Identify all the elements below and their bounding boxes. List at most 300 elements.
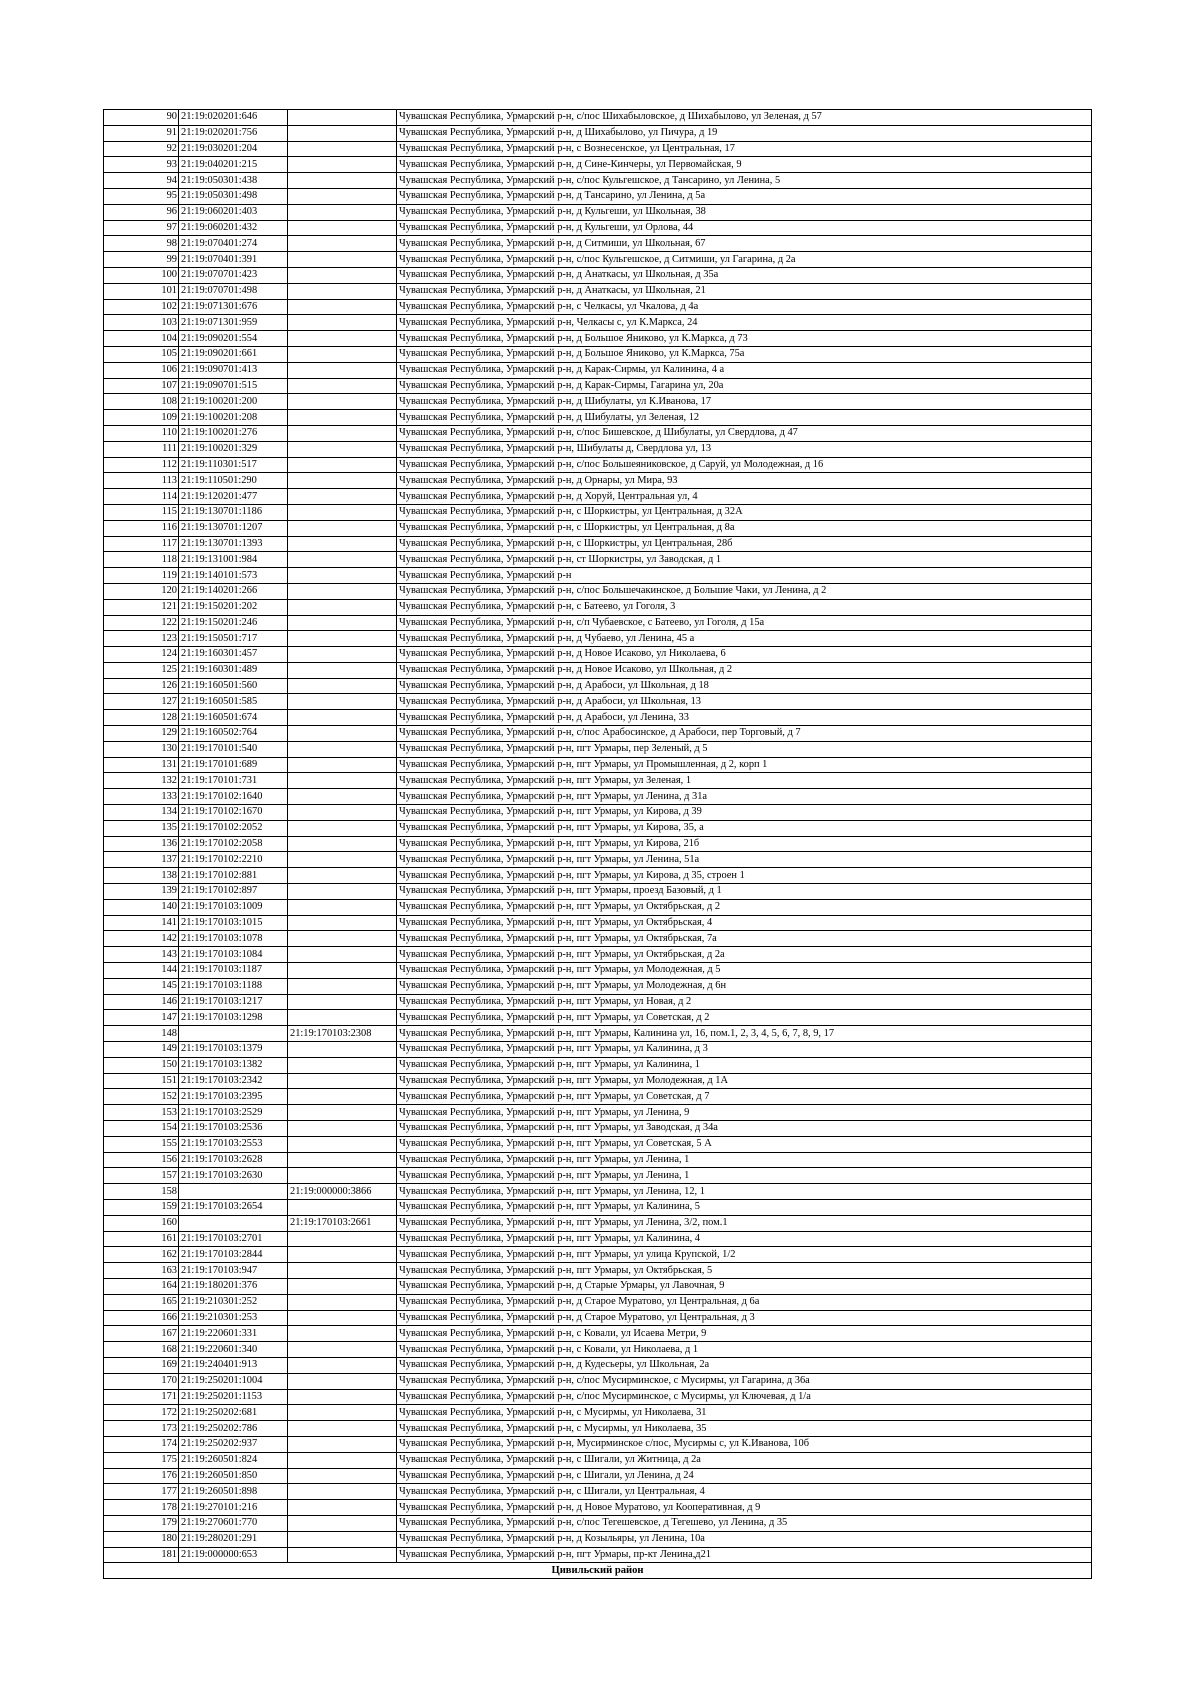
table-row — [104, 410, 1092, 426]
row-number-cell: 123 — [104, 631, 179, 647]
row-number-cell: 177 — [104, 1484, 179, 1500]
address-cell: Чувашская Республика, Урмарский р-н, Мусирминское с/пос, Мусирмы с, ул К.Иванова, 10б — [397, 1436, 1092, 1452]
room-cadastral-number-cell — [288, 504, 397, 520]
table-row — [104, 741, 1092, 757]
address-cell: Чувашская Республика, Урмарский р-н, с/пос Большеяниковское, д Саруй, ул Молодежная, д 16 — [397, 457, 1092, 473]
room-cadastral-number-cell — [288, 1073, 397, 1089]
cadastral-number-cell: 21:19:170103:2553 — [179, 1136, 288, 1152]
room-cadastral-number-cell — [288, 568, 397, 584]
cadastral-number-cell: 21:19:250201:1004 — [179, 1373, 288, 1389]
address-cell: Чувашская Республика, Урмарский р-н, д Арабоси, ул Школьная, 13 — [397, 694, 1092, 710]
cadastral-number-cell: 21:19:170103:1009 — [179, 899, 288, 915]
cadastral-number-cell: 21:19:170102:897 — [179, 884, 288, 900]
row-number-cell: 90 — [104, 110, 179, 126]
row-number-cell: 159 — [104, 1199, 179, 1215]
address-cell: Чувашская Республика, Урмарский р-н, пгт Урмары, ул Молодежная, д 1А — [397, 1073, 1092, 1089]
row-number-cell: 145 — [104, 978, 179, 994]
table-row — [104, 852, 1092, 868]
room-cadastral-number-cell — [288, 457, 397, 473]
row-number-cell: 154 — [104, 1121, 179, 1137]
row-number-cell: 131 — [104, 757, 179, 773]
room-cadastral-number-cell — [288, 283, 397, 299]
cadastral-number-cell: 21:19:050301:438 — [179, 173, 288, 189]
row-number-cell: 110 — [104, 425, 179, 441]
address-cell: Чувашская Республика, Урмарский р-н, пгт Урмары, ул Промышленная, д 2, корп 1 — [397, 757, 1092, 773]
section-title: Цивильский район — [104, 1563, 1092, 1579]
row-number-cell: 180 — [104, 1531, 179, 1547]
room-cadastral-number-cell — [288, 1263, 397, 1279]
address-cell: Чувашская Республика, Урмарский р-н, д Большое Яниково, ул К.Маркса, д 73 — [397, 331, 1092, 347]
row-number-cell: 152 — [104, 1089, 179, 1105]
address-cell: Чувашская Республика, Урмарский р-н, пгт Урмары, пер Зеленый, д 5 — [397, 741, 1092, 757]
address-cell: Чувашская Республика, Урмарский р-н, с/пос Арабосинское, д Арабоси, пер Торговый, д 7 — [397, 726, 1092, 742]
room-cadastral-number-cell — [288, 1105, 397, 1121]
room-cadastral-number-cell — [288, 726, 397, 742]
cadastral-number-cell: 21:19:100201:329 — [179, 441, 288, 457]
cadastral-number-cell: 21:19:170103:2701 — [179, 1231, 288, 1247]
address-cell: Чувашская Республика, Урмарский р-н, Шибулаты д, Свердлова ул, 13 — [397, 441, 1092, 457]
row-number-cell: 179 — [104, 1515, 179, 1531]
room-cadastral-number-cell — [288, 994, 397, 1010]
cadastral-number-cell: 21:19:170103:947 — [179, 1263, 288, 1279]
table-row — [104, 662, 1092, 678]
table-row — [104, 1073, 1092, 1089]
cadastral-number-cell: 21:19:260501:850 — [179, 1468, 288, 1484]
table-row — [104, 773, 1092, 789]
cadastral-number-cell: 21:19:110301:517 — [179, 457, 288, 473]
address-cell: Чувашская Республика, Урмарский р-н, с/пос Шихабыловское, д Шихабылово, ул Зеленая, д 57 — [397, 110, 1092, 126]
room-cadastral-number-cell — [288, 884, 397, 900]
cadastral-number-cell: 21:19:130701:1393 — [179, 536, 288, 552]
register-table — [103, 109, 1092, 1579]
room-cadastral-number-cell — [288, 615, 397, 631]
address-cell: Чувашская Республика, Урмарский р-н, д Анаткасы, ул Школьная, д 35а — [397, 267, 1092, 283]
table-row — [104, 331, 1092, 347]
table-row — [104, 425, 1092, 441]
cadastral-number-cell: 21:19:131001:984 — [179, 552, 288, 568]
table-row — [104, 1326, 1092, 1342]
table-row — [104, 1057, 1092, 1073]
table-row — [104, 1215, 1092, 1231]
row-number-cell: 117 — [104, 536, 179, 552]
room-cadastral-number-cell — [288, 789, 397, 805]
table-row — [104, 536, 1092, 552]
table-row — [104, 1342, 1092, 1358]
table-row — [104, 362, 1092, 378]
address-cell: Чувашская Республика, Урмарский р-н, пгт Урмары, пр-кт Ленина,д21 — [397, 1547, 1092, 1563]
table-row — [104, 173, 1092, 189]
row-number-cell: 141 — [104, 915, 179, 931]
row-number-cell: 149 — [104, 1042, 179, 1058]
room-cadastral-number-cell — [288, 1057, 397, 1073]
address-cell: Чувашская Республика, Урмарский р-н, пгт Урмары, ул Зеленая, 1 — [397, 773, 1092, 789]
room-cadastral-number-cell — [288, 583, 397, 599]
cadastral-number-cell: 21:19:170103:1298 — [179, 1010, 288, 1026]
cadastral-number-cell: 21:19:150201:246 — [179, 615, 288, 631]
address-cell: Чувашская Республика, Урмарский р-н, д Чубаево, ул Ленина, 45 а — [397, 631, 1092, 647]
table-row — [104, 947, 1092, 963]
row-number-cell: 144 — [104, 963, 179, 979]
room-cadastral-number-cell — [288, 331, 397, 347]
room-cadastral-number-cell — [288, 915, 397, 931]
address-cell: Чувашская Республика, Урмарский р-н, с/пос Тегешевское, д Тегешево, ул Ленина, д 35 — [397, 1515, 1092, 1531]
cadastral-number-cell: 21:19:130701:1207 — [179, 520, 288, 536]
address-cell: Чувашская Республика, Урмарский р-н, д Карак-Сирмы, ул Калинина, 4 а — [397, 362, 1092, 378]
row-number-cell: 156 — [104, 1152, 179, 1168]
row-number-cell: 174 — [104, 1436, 179, 1452]
table-row — [104, 1247, 1092, 1263]
section-row — [104, 1563, 1092, 1579]
address-cell: Чувашская Республика, Урмарский р-н, пгт Урмары, ул Молодежная, д 6н — [397, 978, 1092, 994]
table-row — [104, 1531, 1092, 1547]
cadastral-number-cell: 21:19:000000:653 — [179, 1547, 288, 1563]
cadastral-number-cell: 21:19:090701:515 — [179, 378, 288, 394]
table-row — [104, 1310, 1092, 1326]
table-row — [104, 1121, 1092, 1137]
address-cell: Чувашская Республика, Урмарский р-н, с Шигали, ул Ленина, д 24 — [397, 1468, 1092, 1484]
cadastral-number-cell: 21:19:180201:376 — [179, 1278, 288, 1294]
table-row — [104, 615, 1092, 631]
cadastral-number-cell: 21:19:120201:477 — [179, 489, 288, 505]
room-cadastral-number-cell — [288, 1421, 397, 1437]
room-cadastral-number-cell — [288, 346, 397, 362]
table-row — [104, 1357, 1092, 1373]
address-cell: Чувашская Республика, Урмарский р-н, с/п Чубаевское, с Батеево, ул Гоголя, д 15а — [397, 615, 1092, 631]
room-cadastral-number-cell — [288, 141, 397, 157]
room-cadastral-number-cell — [288, 662, 397, 678]
row-number-cell: 125 — [104, 662, 179, 678]
address-cell: Чувашская Республика, Урмарский р-н, с/пос Большечакинское, д Большие Чаки, ул Ленина, д 2 — [397, 583, 1092, 599]
cadastral-number-cell: 21:19:140101:573 — [179, 568, 288, 584]
room-cadastral-number-cell — [288, 1152, 397, 1168]
room-cadastral-number-cell — [288, 157, 397, 173]
address-cell: Чувашская Республика, Урмарский р-н, пгт Урмары, ул Калинина, 1 — [397, 1057, 1092, 1073]
cadastral-number-cell: 21:19:070401:391 — [179, 252, 288, 268]
row-number-cell: 119 — [104, 568, 179, 584]
table-row — [104, 978, 1092, 994]
room-cadastral-number-cell — [288, 1468, 397, 1484]
address-cell: Чувашская Республика, Урмарский р-н, с Батеево, ул Гоголя, 3 — [397, 599, 1092, 615]
table-row — [104, 204, 1092, 220]
table-row — [104, 283, 1092, 299]
address-cell: Чувашская Республика, Урмарский р-н, д Старое Муратово, ул Центральная, д 3 — [397, 1310, 1092, 1326]
room-cadastral-number-cell — [288, 647, 397, 663]
room-cadastral-number-cell — [288, 899, 397, 915]
row-number-cell: 122 — [104, 615, 179, 631]
row-number-cell: 171 — [104, 1389, 179, 1405]
room-cadastral-number-cell — [288, 694, 397, 710]
cadastral-number-cell: 21:19:150201:202 — [179, 599, 288, 615]
address-cell: Чувашская Республика, Урмарский р-н, пгт Урмары, ул Калинина, 5 — [397, 1199, 1092, 1215]
room-cadastral-number-cell — [288, 1452, 397, 1468]
row-number-cell: 176 — [104, 1468, 179, 1484]
row-number-cell: 150 — [104, 1057, 179, 1073]
cadastral-number-cell: 21:19:250202:786 — [179, 1421, 288, 1437]
cadastral-number-cell: 21:19:100201:276 — [179, 425, 288, 441]
room-cadastral-number-cell — [288, 236, 397, 252]
table-row — [104, 805, 1092, 821]
row-number-cell: 153 — [104, 1105, 179, 1121]
room-cadastral-number-cell — [288, 1199, 397, 1215]
address-cell: Чувашская Республика, Урмарский р-н, с Шоркистры, ул Центральная, д 8а — [397, 520, 1092, 536]
table-row — [104, 1373, 1092, 1389]
table-row — [104, 1042, 1092, 1058]
cadastral-number-cell: 21:19:170103:2844 — [179, 1247, 288, 1263]
row-number-cell: 151 — [104, 1073, 179, 1089]
room-cadastral-number-cell — [288, 125, 397, 141]
cadastral-number-cell: 21:19:070401:274 — [179, 236, 288, 252]
row-number-cell: 98 — [104, 236, 179, 252]
address-cell: Чувашская Республика, Урмарский р-н, д Хоруй, Центральная ул, 4 — [397, 489, 1092, 505]
room-cadastral-number-cell — [288, 1484, 397, 1500]
address-cell: Чувашская Республика, Урмарский р-н, д Старое Муратово, ул Центральная, д 6а — [397, 1294, 1092, 1310]
room-cadastral-number-cell — [288, 852, 397, 868]
table-row — [104, 568, 1092, 584]
address-cell: Чувашская Республика, Урмарский р-н, пгт Урмары, ул Советская, д 7 — [397, 1089, 1092, 1105]
address-cell: Чувашская Республика, Урмарский р-н, пгт Урмары, ул Ленина, 1 — [397, 1152, 1092, 1168]
cadastral-number-cell: 21:19:170103:1379 — [179, 1042, 288, 1058]
room-cadastral-number-cell — [288, 1310, 397, 1326]
cadastral-number-cell: 21:19:170101:689 — [179, 757, 288, 773]
cadastral-number-cell: 21:19:270601:770 — [179, 1515, 288, 1531]
address-cell: Чувашская Республика, Урмарский р-н, с Ковали, ул Исаева Метри, 9 — [397, 1326, 1092, 1342]
cadastral-number-cell: 21:19:020201:756 — [179, 125, 288, 141]
row-number-cell: 163 — [104, 1263, 179, 1279]
room-cadastral-number-cell — [288, 252, 397, 268]
row-number-cell: 134 — [104, 805, 179, 821]
row-number-cell: 162 — [104, 1247, 179, 1263]
table-row — [104, 1199, 1092, 1215]
address-cell: Чувашская Республика, Урмарский р-н, д Арабоси, ул Ленина, 33 — [397, 710, 1092, 726]
room-cadastral-number-cell — [288, 631, 397, 647]
row-number-cell: 139 — [104, 884, 179, 900]
address-cell: Чувашская Республика, Урмарский р-н, д Новое Исаково, ул Школьная, д 2 — [397, 662, 1092, 678]
table-row — [104, 757, 1092, 773]
row-number-cell: 143 — [104, 947, 179, 963]
address-cell: Чувашская Республика, Урмарский р-н, с Шоркистры, ул Центральная, 28б — [397, 536, 1092, 552]
address-cell: Чувашская Республика, Урмарский р-н, д Ситмиши, ул Школьная, 67 — [397, 236, 1092, 252]
room-cadastral-number-cell — [288, 1042, 397, 1058]
table-row — [104, 1152, 1092, 1168]
cadastral-number-cell: 21:19:170103:1084 — [179, 947, 288, 963]
cadastral-number-cell: 21:19:160501:585 — [179, 694, 288, 710]
room-cadastral-number-cell — [288, 947, 397, 963]
room-cadastral-number-cell — [288, 963, 397, 979]
address-cell: Чувашская Республика, Урмарский р-н, пгт Урмары, ул Октябрьская, 7а — [397, 931, 1092, 947]
room-cadastral-number-cell — [288, 1373, 397, 1389]
cadastral-number-cell: 21:19:170103:2395 — [179, 1089, 288, 1105]
cadastral-number-cell: 21:19:160301:489 — [179, 662, 288, 678]
room-cadastral-number-cell — [288, 552, 397, 568]
room-cadastral-number-cell — [288, 710, 397, 726]
cadastral-number-cell: 21:19:030201:204 — [179, 141, 288, 157]
room-cadastral-number-cell: 21:19:170103:2308 — [288, 1026, 397, 1042]
cadastral-number-cell: 21:19:220601:340 — [179, 1342, 288, 1358]
room-cadastral-number-cell — [288, 315, 397, 331]
cadastral-number-cell: 21:19:100201:208 — [179, 410, 288, 426]
cadastral-number-cell: 21:19:160501:560 — [179, 678, 288, 694]
row-number-cell: 109 — [104, 410, 179, 426]
table-row — [104, 125, 1092, 141]
room-cadastral-number-cell — [288, 473, 397, 489]
room-cadastral-number-cell — [288, 536, 397, 552]
room-cadastral-number-cell — [288, 1342, 397, 1358]
table-row — [104, 1136, 1092, 1152]
address-cell: Чувашская Республика, Урмарский р-н, пгт Урмары, ул Советская, д 2 — [397, 1010, 1092, 1026]
room-cadastral-number-cell — [288, 1121, 397, 1137]
room-cadastral-number-cell — [288, 489, 397, 505]
cadastral-number-cell: 21:19:071301:676 — [179, 299, 288, 315]
row-number-cell: 114 — [104, 489, 179, 505]
table-row — [104, 899, 1092, 915]
room-cadastral-number-cell — [288, 836, 397, 852]
row-number-cell: 130 — [104, 741, 179, 757]
table-row — [104, 1405, 1092, 1421]
row-number-cell: 99 — [104, 252, 179, 268]
cadastral-number-cell: 21:19:060201:432 — [179, 220, 288, 236]
row-number-cell: 128 — [104, 710, 179, 726]
row-number-cell: 127 — [104, 694, 179, 710]
address-cell: Чувашская Республика, Урмарский р-н, ст Шоркистры, ул Заводская, д 1 — [397, 552, 1092, 568]
cadastral-number-cell — [179, 1026, 288, 1042]
room-cadastral-number-cell — [288, 1089, 397, 1105]
address-cell: Чувашская Республика, Урмарский р-н, д Козыльяры, ул Ленина, 10а — [397, 1531, 1092, 1547]
cadastral-number-cell: 21:19:170101:540 — [179, 741, 288, 757]
table-row — [104, 647, 1092, 663]
table-row — [104, 868, 1092, 884]
table-row — [104, 1515, 1092, 1531]
table-row — [104, 789, 1092, 805]
room-cadastral-number-cell — [288, 188, 397, 204]
row-number-cell: 164 — [104, 1278, 179, 1294]
cadastral-number-cell: 21:19:090701:413 — [179, 362, 288, 378]
row-number-cell: 165 — [104, 1294, 179, 1310]
row-number-cell: 181 — [104, 1547, 179, 1563]
row-number-cell: 146 — [104, 994, 179, 1010]
cadastral-number-cell: 21:19:240401:913 — [179, 1357, 288, 1373]
table-row — [104, 678, 1092, 694]
table-row — [104, 836, 1092, 852]
room-cadastral-number-cell — [288, 757, 397, 773]
table-row — [104, 489, 1092, 505]
room-cadastral-number-cell — [288, 1326, 397, 1342]
room-cadastral-number-cell — [288, 1010, 397, 1026]
room-cadastral-number-cell — [288, 741, 397, 757]
row-number-cell: 148 — [104, 1026, 179, 1042]
cadastral-number-cell — [179, 1215, 288, 1231]
cadastral-number-cell: 21:19:130701:1186 — [179, 504, 288, 520]
row-number-cell: 102 — [104, 299, 179, 315]
row-number-cell: 169 — [104, 1357, 179, 1373]
room-cadastral-number-cell — [288, 520, 397, 536]
room-cadastral-number-cell — [288, 1389, 397, 1405]
cadastral-number-cell: 21:19:020201:646 — [179, 110, 288, 126]
row-number-cell: 167 — [104, 1326, 179, 1342]
row-number-cell: 133 — [104, 789, 179, 805]
address-cell: Чувашская Республика, Урмарский р-н, д Тансарино, ул Ленина, д 5а — [397, 188, 1092, 204]
table-row — [104, 473, 1092, 489]
room-cadastral-number-cell — [288, 441, 397, 457]
row-number-cell: 138 — [104, 868, 179, 884]
row-number-cell: 178 — [104, 1500, 179, 1516]
table-row — [104, 915, 1092, 931]
cadastral-number-cell: 21:19:170102:2210 — [179, 852, 288, 868]
room-cadastral-number-cell — [288, 204, 397, 220]
row-number-cell: 92 — [104, 141, 179, 157]
row-number-cell: 160 — [104, 1215, 179, 1231]
row-number-cell: 94 — [104, 173, 179, 189]
row-number-cell: 158 — [104, 1184, 179, 1200]
cadastral-number-cell: 21:19:170103:2529 — [179, 1105, 288, 1121]
room-cadastral-number-cell — [288, 1136, 397, 1152]
room-cadastral-number-cell — [288, 1294, 397, 1310]
cadastral-number-cell: 21:19:170101:731 — [179, 773, 288, 789]
table-row — [104, 726, 1092, 742]
room-cadastral-number-cell — [288, 1515, 397, 1531]
table-row — [104, 1231, 1092, 1247]
row-number-cell: 129 — [104, 726, 179, 742]
address-cell: Чувашская Республика, Урмарский р-н, с Ковали, ул Николаева, д 1 — [397, 1342, 1092, 1358]
cadastral-number-cell: 21:19:060201:403 — [179, 204, 288, 220]
address-cell: Чувашская Республика, Урмарский р-н, д Старые Урмары, ул Лавочная, 9 — [397, 1278, 1092, 1294]
room-cadastral-number-cell — [288, 378, 397, 394]
address-cell: Чувашская Республика, Урмарский р-н, пгт Урмары, ул Октябрьская, д 2 — [397, 899, 1092, 915]
address-cell: Чувашская Республика, Урмарский р-н, пгт Урмары, ул Кирова, д 35, строен 1 — [397, 868, 1092, 884]
address-cell: Чувашская Республика, Урмарский р-н, с/пос Кульгешское, д Ситмиши, ул Гагарина, д 2а — [397, 252, 1092, 268]
table-row — [104, 1010, 1092, 1026]
room-cadastral-number-cell — [288, 173, 397, 189]
address-cell: Чувашская Республика, Урмарский р-н, пгт Урмары, ул Ленина, 51а — [397, 852, 1092, 868]
row-number-cell: 173 — [104, 1421, 179, 1437]
room-cadastral-number-cell — [288, 220, 397, 236]
address-cell: Чувашская Республика, Урмарский р-н, с Вознесенское, ул Центральная, 17 — [397, 141, 1092, 157]
row-number-cell: 142 — [104, 931, 179, 947]
cadastral-number-cell: 21:19:170103:2342 — [179, 1073, 288, 1089]
row-number-cell: 95 — [104, 188, 179, 204]
row-number-cell: 136 — [104, 836, 179, 852]
room-cadastral-number-cell — [288, 1168, 397, 1184]
row-number-cell: 107 — [104, 378, 179, 394]
cadastral-number-cell: 21:19:170102:881 — [179, 868, 288, 884]
table-row — [104, 1026, 1092, 1042]
row-number-cell: 132 — [104, 773, 179, 789]
address-cell: Чувашская Республика, Урмарский р-н, д Кудесьеры, ул Школьная, 2а — [397, 1357, 1092, 1373]
table-row — [104, 504, 1092, 520]
table-row — [104, 631, 1092, 647]
address-cell: Чувашская Республика, Урмарский р-н, д Кульгеши, ул Орлова, 44 — [397, 220, 1092, 236]
row-number-cell: 126 — [104, 678, 179, 694]
table-row — [104, 552, 1092, 568]
row-number-cell: 112 — [104, 457, 179, 473]
address-cell: Чувашская Республика, Урмарский р-н, д Арабоси, ул Школьная, д 18 — [397, 678, 1092, 694]
table-row — [104, 583, 1092, 599]
cadastral-number-cell: 21:19:170102:2052 — [179, 820, 288, 836]
row-number-cell: 93 — [104, 157, 179, 173]
cadastral-number-cell: 21:19:170103:2654 — [179, 1199, 288, 1215]
address-cell: Чувашская Республика, Урмарский р-н, пгт Урмары, проезд Базовый, д 1 — [397, 884, 1092, 900]
cadastral-number-cell: 21:19:040201:215 — [179, 157, 288, 173]
row-number-cell: 108 — [104, 394, 179, 410]
cadastral-number-cell: 21:19:210301:252 — [179, 1294, 288, 1310]
room-cadastral-number-cell — [288, 1357, 397, 1373]
cadastral-number-cell: 21:19:250202:937 — [179, 1436, 288, 1452]
address-cell: Чувашская Республика, Урмарский р-н, д Кульгеши, ул Школьная, 38 — [397, 204, 1092, 220]
row-number-cell: 113 — [104, 473, 179, 489]
room-cadastral-number-cell — [288, 1531, 397, 1547]
address-cell: Чувашская Республика, Урмарский р-н, с Шоркистры, ул Центральная, д 32А — [397, 504, 1092, 520]
address-cell: Чувашская Республика, Урмарский р-н, Челкасы с, ул К.Маркса, 24 — [397, 315, 1092, 331]
table-row — [104, 220, 1092, 236]
